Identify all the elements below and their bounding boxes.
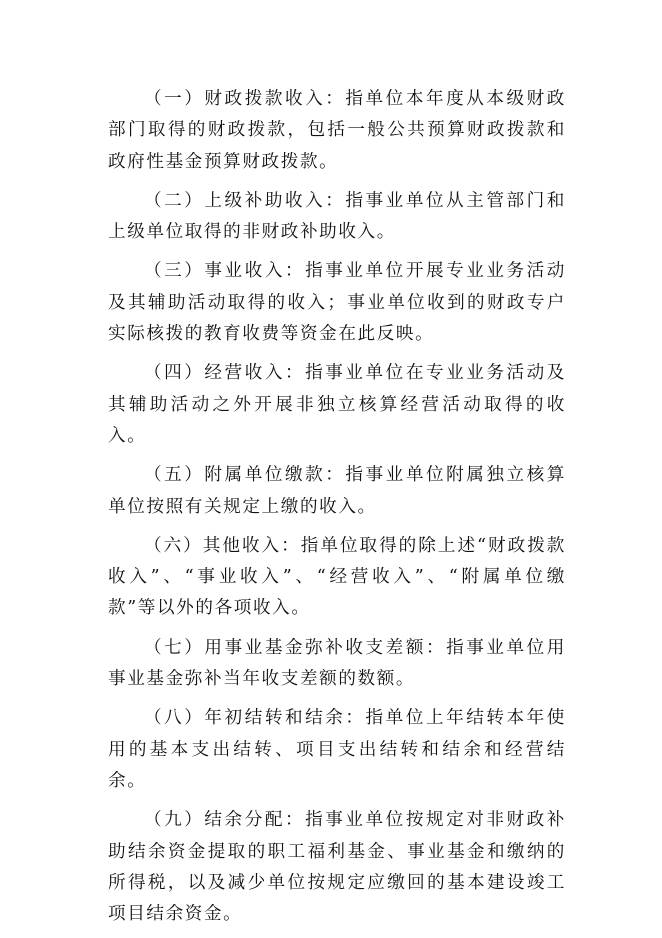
paragraph-balance-distribution: （九）结余分配：指事业单位按规定对非财政补助结余资金提取的职工福利基金、事业基金和缴纳的所得税，以及减少单位按规定应缴回的基本建设竣工项目结余资金。 — [108, 810, 566, 925]
paragraph-other-income: （六）其他收入：指单位取得的除上述“财政拨款收入”、“事业收入”、“经营收入”、“附属单位缴款”等以外的各项收入。 — [108, 535, 566, 619]
paragraph-operating-income: （四）经营收入：指事业单位在专业业务活动及其辅助活动之外开展非独立核算经营活动取得的收入。 — [108, 363, 566, 446]
paragraph-carryover-and-balance: （八）年初结转和结余：指单位上年结转本年使用的基本支出结转、项目支出结转和结余和经营结余。 — [108, 708, 566, 791]
paragraph-superior-subsidy-income: （二）上级补助收入：指事业单位从主管部门和上级单位取得的非财政补助收入。 — [108, 190, 566, 243]
paragraph-business-fund-offset: （七）用事业基金弥补收支差额：指事业单位用事业基金弥补当年收支差额的数额。 — [108, 637, 566, 690]
document-body — [108, 84, 566, 938]
paragraph-affiliated-unit-payment: （五）附属单位缴款：指事业单位附属独立核算单位按照有关规定上缴的收入。 — [108, 465, 566, 517]
paragraph-fiscal-appropriation-income: （一）财政拨款收入：指单位本年度从本级财政部门取得的财政拨款，包括一般公共预算财政拨款和政府性基金预算财政拨款。 — [108, 89, 566, 172]
paragraph-business-income: （三）事业收入：指事业单位开展专业业务活动及其辅助活动取得的收入；事业单位收到的财政专户实际核拨的教育收费等资金在此反映。 — [108, 261, 566, 345]
